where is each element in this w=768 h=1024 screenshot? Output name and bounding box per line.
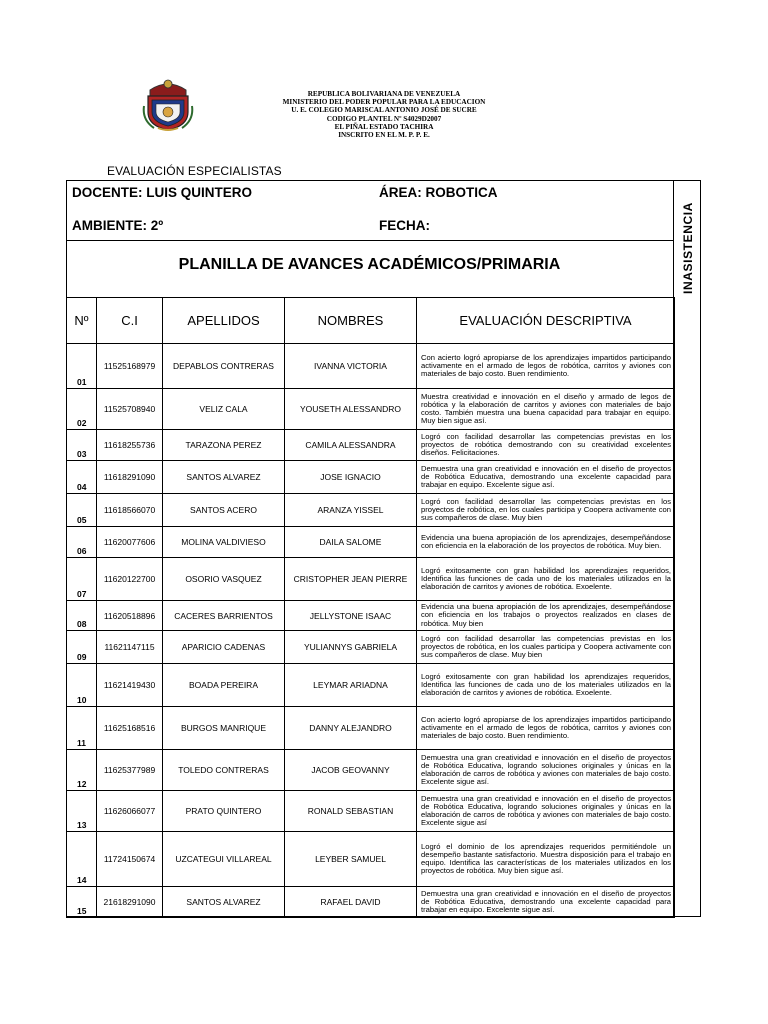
teacher-label: DOCENTE: LUIS QUINTERO: [72, 185, 253, 200]
letterhead-line: EL PIÑAL ESTADO TACHIRA: [334, 122, 434, 131]
row-number: 09: [67, 631, 97, 664]
student-evaluation: Logró el dominio de los aprendizajes requeridos permitiéndole un desempeño bastante satisfactorio. Muestra disposición para el trabajo en equipo. Identifica las características de los materiales utilizados en los proyectos de robótica. Muy bien sigue así.: [417, 832, 675, 887]
table-row: [67, 664, 675, 707]
row-number: 01: [67, 344, 97, 389]
student-evaluation: Evidencia una buena apropiación de los aprendizajes, desempeñándose con eficiencia en los trabajos o proyectos realizados en clases de robótica. Muy bien: [417, 601, 675, 631]
student-id: 11525168979: [97, 344, 163, 389]
student-surnames: BOADA PEREIRA: [163, 664, 285, 707]
row-number: 13: [67, 791, 97, 832]
letterhead-line: U. E. COLEGIO MARISCAL ANTONIO JOSÉ DE SUCRE: [291, 106, 477, 115]
row-number: 02: [67, 389, 97, 430]
student-id: 11618291090: [97, 461, 163, 494]
table-row: [67, 750, 675, 791]
student-names: RAFAEL DAVID: [285, 887, 417, 918]
student-surnames: SANTOS ACERO: [163, 494, 285, 527]
student-surnames: OSORIO VASQUEZ: [163, 558, 285, 601]
student-id: 11620122700: [97, 558, 163, 601]
student-evaluation: Logró con facilidad desarrollar las competencias previstas en los proyectos de robótica demostrando con su creatividad excelentes diseños. Felicitaciones.: [417, 430, 675, 461]
table-header-row: [67, 298, 675, 344]
students-table: [66, 297, 675, 918]
student-surnames: TOLEDO CONTRERAS: [163, 750, 285, 791]
student-surnames: BURGOS MANRIQUE: [163, 707, 285, 750]
area-label: ÁREA: ROBOTICA: [379, 185, 498, 200]
student-evaluation: Muestra creatividad e innovación en el diseño y armado de legos de robótica y la elaboración de carritos y aviones con materiales de bajo costo. También muestra una buena capacidad para trabajar en equipo. Muy bien sigue así.: [417, 389, 675, 430]
table-row: [67, 344, 675, 389]
table-row: [67, 389, 675, 430]
student-id: 11618255736: [97, 430, 163, 461]
student-id: 11621419430: [97, 664, 163, 707]
student-names: YOUSETH ALESSANDRO: [285, 389, 417, 430]
student-surnames: MOLINA VALDIVIESO: [163, 527, 285, 558]
student-names: CRISTOPHER JEAN PIERRE: [285, 558, 417, 601]
document-title: EVALUACIÓN ESPECIALISTAS: [107, 164, 282, 178]
row-number: 05: [67, 494, 97, 527]
table-row: [67, 461, 675, 494]
student-names: JACOB GEOVANNY: [285, 750, 417, 791]
student-evaluation: Logró exitosamente con gran habilidad los aprendizajes requeridos, Identifica las funciones de cada uno de los materiales utilizados en la elaboración de carritos y aviones de robótica. Exoelente.: [417, 664, 675, 707]
student-id: 11618566070: [97, 494, 163, 527]
column-header-id: C.I: [97, 298, 163, 344]
student-surnames: CACERES BARRIENTOS: [163, 601, 285, 631]
letterhead-line: MINISTERIO DEL PODER POPULAR PARA LA EDUCACION: [282, 98, 486, 107]
student-surnames: TARAZONA PEREZ: [163, 430, 285, 461]
student-names: RONALD SEBASTIAN: [285, 791, 417, 832]
table-row: [67, 558, 675, 601]
student-evaluation: Demuestra una gran creatividad e innovación en el diseño de proyectos de Robótica Educativa, demostrando una excelente capacidad para trabajar en equipo. Excelente sigue así.: [417, 887, 675, 918]
student-id: 11626066077: [97, 791, 163, 832]
student-surnames: UZCATEGUI VILLAREAL: [163, 832, 285, 887]
row-number: 10: [67, 664, 97, 707]
student-id: 11620518896: [97, 601, 163, 631]
table-row: [67, 887, 675, 918]
table-row: [67, 527, 675, 558]
table-row: [67, 430, 675, 461]
school-crest-logo: [142, 76, 194, 132]
column-header-names: NOMBRES: [285, 298, 417, 344]
student-surnames: APARICIO CADENAS: [163, 631, 285, 664]
student-id: 11625168516: [97, 707, 163, 750]
student-id: 11620077606: [97, 527, 163, 558]
letterhead-line: REPUBLICA BOLIVARIANA DE VENEZUELA: [307, 90, 461, 98]
table-row: [67, 601, 675, 631]
student-evaluation: Evidencia una buena apropiación de los aprendizajes, desempeñándose con eficiencia en la elaboración de los proyectos de robótica. Muy bien.: [417, 527, 675, 558]
student-evaluation: Demuestra una gran creatividad e innovación en el diseño de proyectos de Robótica Educativa, logrando soluciones originales y únicas en la elaboración de carros de robótica y aviones con materiales de bajo costo. Excelente sigue así: [417, 791, 675, 832]
student-names: LEYMAR ARIADNA: [285, 664, 417, 707]
row-number: 06: [67, 527, 97, 558]
student-evaluation: Demuestra una gran creatividad e innovación en el diseño de proyectos de Robótica Educativa, demostrando una excelente capacidad para trabajar en equipo. Excelente sigue así.: [417, 461, 675, 494]
student-names: JELLYSTONE ISAAC: [285, 601, 417, 631]
student-evaluation: Logró exitosamente con gran habilidad los aprendizajes requeridos, Identifica las funciones de cada uno de los materiales utilizados en la elaboración de carritos y aviones de robótica. Exoelente.: [417, 558, 675, 601]
student-surnames: PRATO QUINTERO: [163, 791, 285, 832]
student-evaluation: Logró con facilidad desarrollar las competencias previstas en los proyectos de robótica, en los cuales participa y Coopera activamente con sus compañeros de clase. Muy bien: [417, 631, 675, 664]
column-header-surnames: APELLIDOS: [163, 298, 285, 344]
student-names: CAMILA ALESSANDRA: [285, 430, 417, 461]
student-names: ARANZA YISSEL: [285, 494, 417, 527]
date-label: FECHA:: [379, 218, 430, 233]
student-surnames: SANTOS ALVAREZ: [163, 461, 285, 494]
student-evaluation: Logró con facilidad desarrollar las competencias previstas en los proyectos de robótica, en los cuales participa y Coopera activamente con sus compañeros de clase. Muy bien: [417, 494, 675, 527]
row-number: 15: [67, 887, 97, 918]
student-evaluation: Demuestra una gran creatividad e innovación en el diseño de proyectos de Robótica Educativa, logrando soluciones originales y únicas en la elaboración de carros de robótica y aviones con materiales de bajo costo. Excelente sigue así.: [417, 750, 675, 791]
student-surnames: DEPABLOS CONTRERAS: [163, 344, 285, 389]
student-evaluation: Con acierto logró apropiarse de los aprendizajes impartidos participando activamente en el armado de legos de robótica, carritos y aviones con materiales de bajo costo. Buen rendimiento.: [417, 707, 675, 750]
student-id: 11525708940: [97, 389, 163, 430]
row-number: 07: [67, 558, 97, 601]
table-row: [67, 631, 675, 664]
student-surnames: VELIZ CALA: [163, 389, 285, 430]
student-id: 11621147115: [97, 631, 163, 664]
level-label: AMBIENTE: 2º: [72, 218, 164, 233]
student-names: IVANNA VICTORIA: [285, 344, 417, 389]
row-number: 03: [67, 430, 97, 461]
student-id: 11625377989: [97, 750, 163, 791]
column-header-number: Nº: [67, 298, 97, 344]
table-row: [67, 791, 675, 832]
row-number: 12: [67, 750, 97, 791]
table-row: [67, 707, 675, 750]
student-names: LEYBER SAMUEL: [285, 832, 417, 887]
student-names: JOSE IGNACIO: [285, 461, 417, 494]
student-evaluation: Con acierto logró apropiarse de los aprendizajes impartidos participando activamente en el armado de legos de robótica, carritos y aviones con materiales de bajo costo. Buen rendimiento.: [417, 344, 675, 389]
attendance-label: INASISTENCIA: [680, 201, 695, 294]
letterhead-line: INSCRITO EN EL M. P. P. E.: [338, 131, 430, 140]
form-title: PLANILLA DE AVANCES ACADÉMICOS/PRIMARIA: [178, 256, 561, 273]
letterhead: [250, 90, 518, 139]
student-id: 11724150674: [97, 832, 163, 887]
student-names: DAILA SALOME: [285, 527, 417, 558]
student-surnames: SANTOS ALVAREZ: [163, 887, 285, 918]
header-divider: [66, 240, 674, 241]
row-number: 11: [67, 707, 97, 750]
column-header-evaluation: EVALUACIÓN DESCRIPTIVA: [417, 298, 675, 344]
row-number: 08: [67, 601, 97, 631]
student-names: DANNY ALEJANDRO: [285, 707, 417, 750]
table-row: [67, 832, 675, 887]
student-id: 21618291090: [97, 887, 163, 918]
row-number: 04: [67, 461, 97, 494]
table-row: [67, 494, 675, 527]
row-number: 14: [67, 832, 97, 887]
attendance-column-header: [674, 180, 701, 315]
letterhead-line: CODIGO PLANTEL Nº S4029D2007: [326, 114, 442, 123]
student-names: YULIANNYS GABRIELA: [285, 631, 417, 664]
